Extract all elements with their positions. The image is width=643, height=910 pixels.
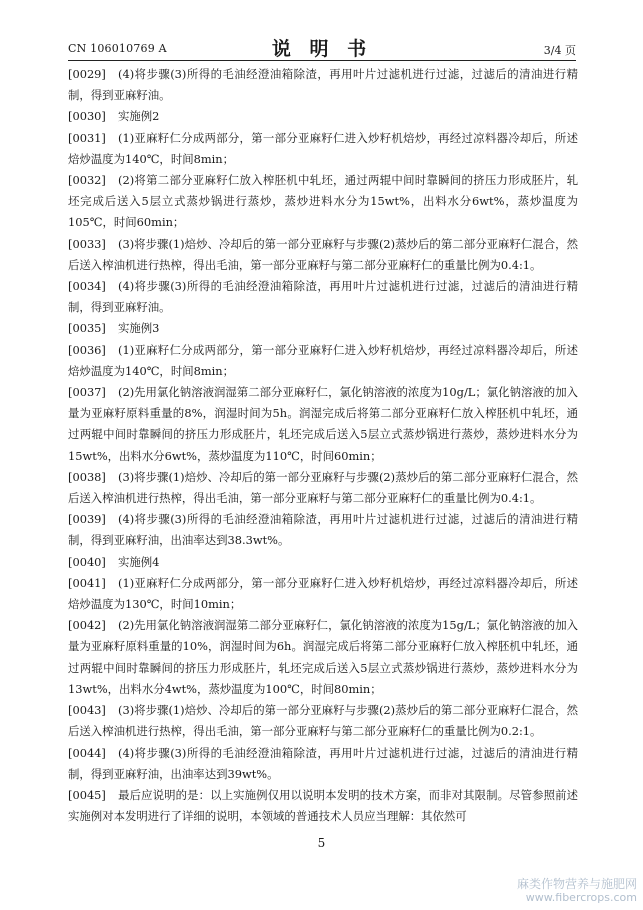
paragraph [68, 106, 578, 127]
watermark-site-url: www.fibercrops.com [525, 891, 637, 904]
paragraph-text: (1)亚麻籽仁分成两部分，第一部分亚麻籽仁进入炒籽机焙炒，再经过凉料器冷却后，所述焙炒温度为130℃，时间10min； [68, 575, 578, 612]
paragraph-number: [0031] [68, 130, 106, 145]
paragraph [68, 382, 578, 467]
paragraph [68, 552, 578, 573]
paragraph-text: (4)将步骤(3)所得的毛油经澄油箱除渣，再用叶片过滤机进行过滤，过滤后的清油进行精制，得到亚麻籽油。 [68, 279, 578, 315]
paragraph-number: [0044] [68, 745, 106, 760]
paragraph-text: (2)先用氯化钠溶液润湿第二部分亚麻籽仁，氯化钠溶液的浓度为15g/L；氯化钠溶液的加入量为亚麻籽原料重量的10%，润湿时间为6h。润湿完成后将第二部分亚麻籽仁放入榨胚机中轧坯，通过两辊中间时靠瞬间的挤压力形成胚片，轧坯完成后送入5层立式蒸炒锅进行蒸炒，蒸炒进料水分为13wt%，出料水分4wt%，蒸炒温度为100℃，时间80min； [68, 618, 578, 696]
paragraph [68, 318, 578, 339]
paragraph-number: [0033] [68, 236, 106, 251]
paragraph-text: (1)亚麻籽仁分成两部分，第一部分亚麻籽仁进入炒籽机焙炒，再经过凉料器冷却后，所述焙炒温度为140℃，时间8min； [68, 130, 578, 166]
paragraph [68, 276, 578, 318]
paragraph-text: (3)将步骤(1)焙炒、冷却后的第一部分亚麻籽与步骤(2)蒸炒后的第二部分亚麻籽仁混合，然后送入榨油机进行热榨，得出毛油，第一部分亚麻籽与第二部分亚麻籽仁的重量比例为0.4:1。 [68, 236, 578, 272]
paragraph [68, 509, 578, 551]
site-watermark [517, 877, 637, 904]
page-title: 说 明 书 [271, 38, 373, 60]
paragraph-text: (4)将步骤(3)所得的毛油经澄油箱除渣，再用叶片过滤机进行过滤，过滤后的清油进行精制，得到亚麻籽油，出油率达到38.3wt%。 [68, 512, 578, 548]
paragraph-number: [0032] [68, 173, 106, 188]
document-number: CN 106010769 A [68, 42, 167, 55]
paragraph-number: [0038] [68, 469, 106, 484]
page-label: 3/4 页 [543, 44, 576, 57]
paragraph [68, 170, 578, 234]
paragraph-text: (3)将步骤(1)焙炒、冷却后的第一部分亚麻籽与步骤(2)蒸炒后的第二部分亚麻籽仁混合，然后送入榨油机进行热榨，得出毛油，第一部分亚麻籽与第二部分亚麻籽仁的重量比例为0.4:1。 [68, 469, 578, 506]
document-body [68, 64, 578, 827]
section-heading: 实施例4 [118, 554, 160, 569]
paragraph-text: (2)将第二部分亚麻籽仁放入榨胚机中轧坯，通过两辊中间时靠瞬间的挤压力形成胚片，轧坯完成后送入5层立式蒸炒锅进行蒸炒，蒸炒进料水分为15wt%，出料水分6wt%，蒸炒温度为105℃，时间60min； [68, 173, 578, 230]
paragraph [68, 573, 578, 615]
paragraph-number: [0039] [68, 512, 106, 527]
page-number: 5 [317, 836, 326, 850]
paragraph [68, 743, 578, 785]
paragraph-number: [0043] [68, 703, 106, 718]
paragraph-text: (4)将步骤(3)所得的毛油经澄油箱除渣，再用叶片过滤机进行过滤，过滤后的清油进行精制，得到亚麻籽油。 [68, 67, 578, 103]
paragraph [68, 467, 578, 509]
paragraph-text: 最后应说明的是：以上实施例仅用以说明本发明的技术方案，而非对其限制。尽管参照前述实施例对本发明进行了详细的说明，本领域的普通技术人员应当理解：其依然可 [68, 787, 578, 824]
paragraph-number: [0035] [68, 321, 106, 336]
section-heading: 实施例2 [118, 109, 160, 124]
paragraph-number: [0040] [68, 554, 106, 569]
paragraph [68, 128, 578, 170]
paragraph-number: [0034] [68, 279, 106, 294]
paragraph [68, 234, 578, 276]
paragraph-text: (2)先用氯化钠溶液润湿第二部分亚麻籽仁，氯化钠溶液的浓度为10g/L；氯化钠溶液的加入量为亚麻籽原料重量的8%，润湿时间为5h。润湿完成后将第二部分亚麻籽仁放入榨胚机中轧坯，通过两辊中间时靠瞬间的挤压力形成胚片，轧坯完成后送入5层立式蒸炒锅进行蒸炒，蒸炒进料水分为15wt%，出料水分6wt%，蒸炒温度为110℃，时间60min； [68, 385, 578, 463]
paragraph [68, 64, 578, 106]
paragraph [68, 340, 578, 382]
page-header [68, 34, 576, 61]
paragraph [68, 700, 578, 742]
paragraph-text: (1)亚麻籽仁分成两部分，第一部分亚麻籽仁进入炒籽机焙炒，再经过凉料器冷却后，所述焙炒温度为140℃，时间8min； [68, 342, 578, 378]
paragraph-number: [0036] [68, 342, 106, 357]
paragraph [68, 785, 578, 827]
paragraph-number: [0030] [68, 109, 106, 124]
section-heading: 实施例3 [118, 321, 160, 336]
watermark-site-name: 麻类作物营养与施肥网 [516, 877, 637, 891]
paragraph-number: [0045] [68, 787, 106, 802]
paragraph [68, 615, 578, 700]
paragraph-text: (3)将步骤(1)焙炒、冷却后的第一部分亚麻籽与步骤(2)蒸炒后的第二部分亚麻籽仁混合，然后送入榨油机进行热榨，得出毛油，第一部分亚麻籽与第二部分亚麻籽仁的重量比例为0.2:1。 [68, 703, 578, 739]
paragraph-number: [0037] [68, 385, 106, 400]
paragraph-number: [0029] [68, 67, 106, 81]
paragraph-number: [0042] [68, 618, 106, 633]
paragraph-number: [0041] [68, 575, 106, 590]
paragraph-text: (4)将步骤(3)所得的毛油经澄油箱除渣，再用叶片过滤机进行过滤，过滤后的清油进行精制，得到亚麻籽油，出油率达到39wt%。 [68, 745, 578, 781]
